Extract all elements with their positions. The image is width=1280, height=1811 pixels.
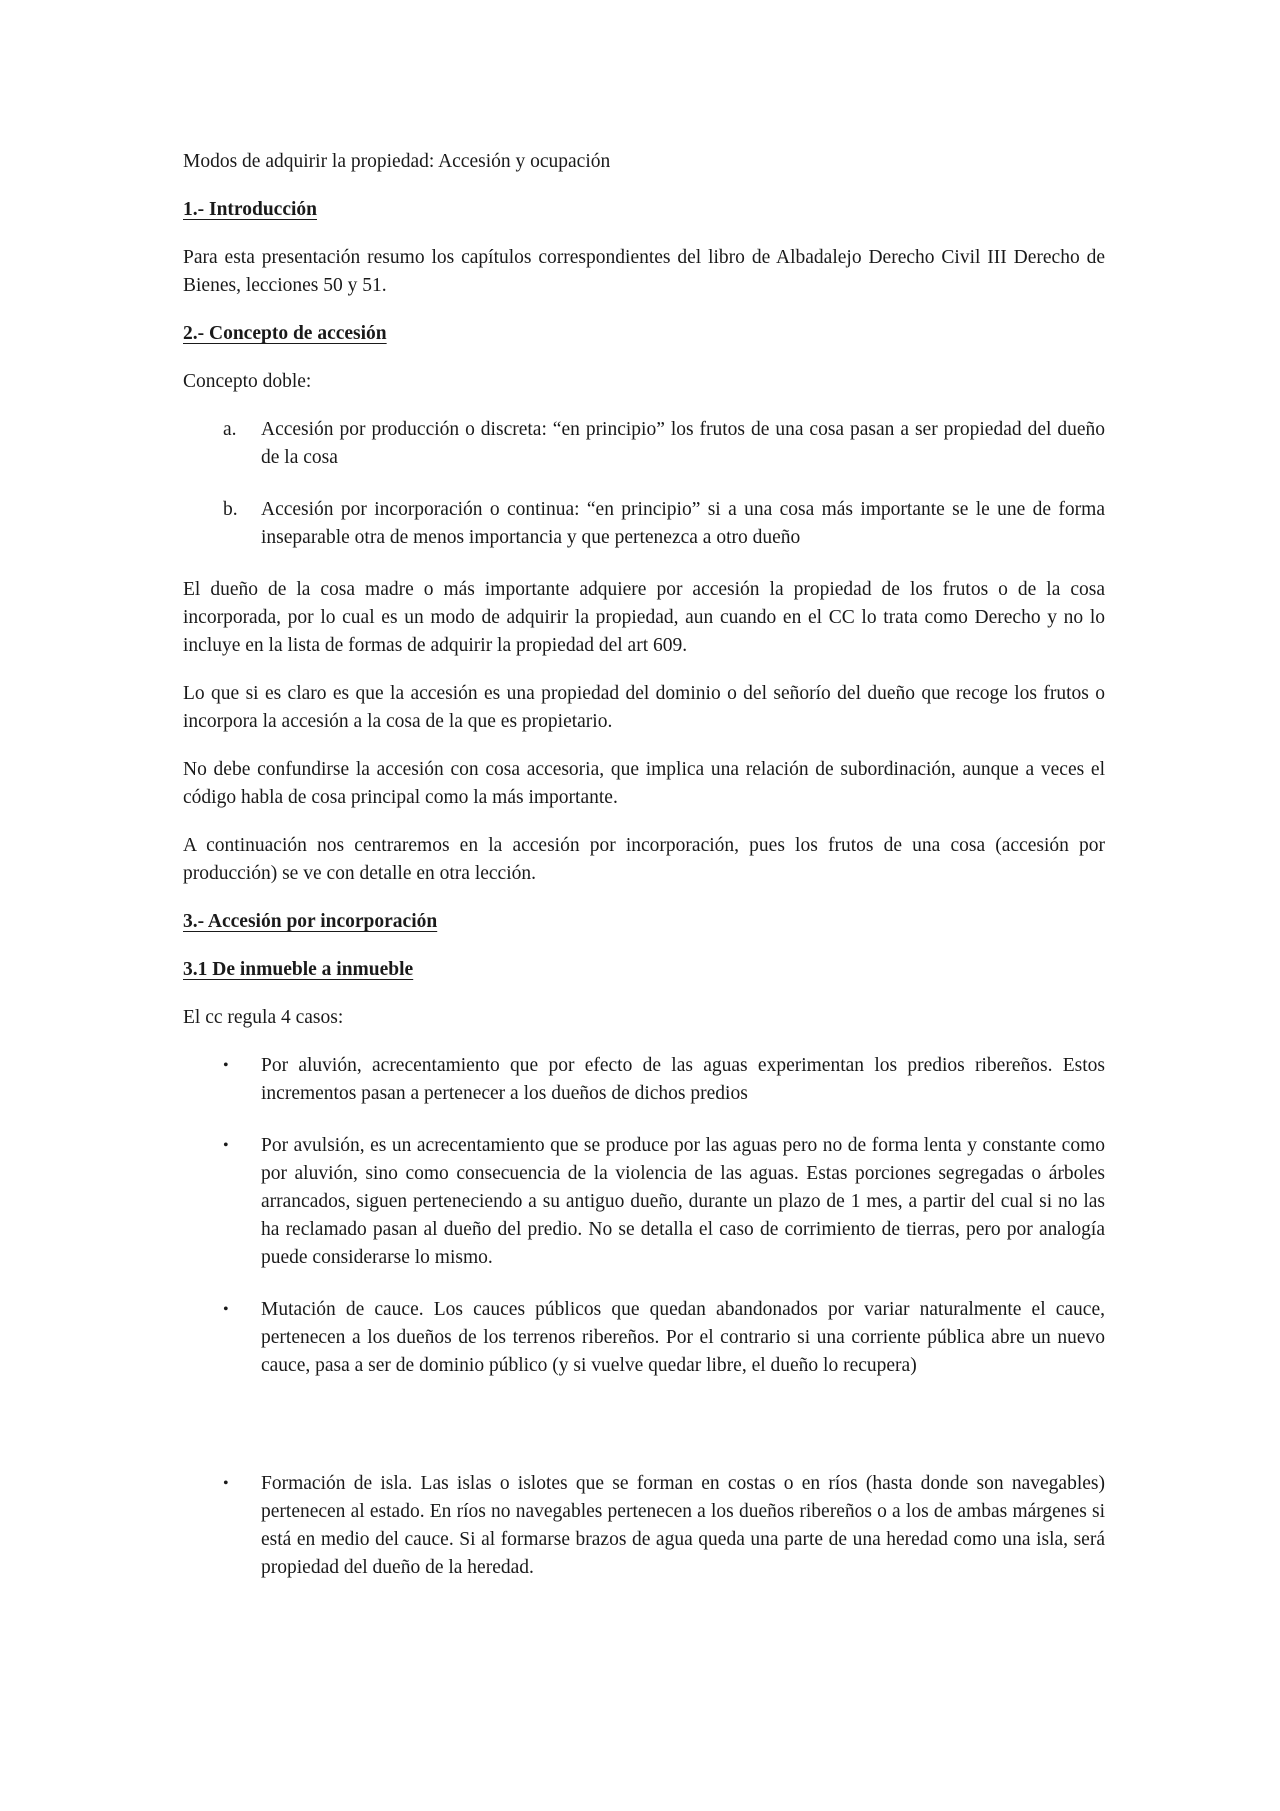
document-page xyxy=(183,148,1105,1606)
bullet-text-mutacion-cauce: Mutación de cauce. Los cauces públicos que quedan abandonados por variar naturalmente el cauce, pertenecen a los dueños de los terrenos ribereños. Por el contrario si una corriente pública abre un nuevo cauce, pasa a ser de dominio público (y si vuelve quedar libre, el dueño lo recupera) xyxy=(261,1299,1105,1376)
section-3-1-intro: El cc regula 4 casos: xyxy=(183,1007,344,1028)
bullet-text-aluvion: Por aluvión, acrecentamiento que por efecto de las aguas experimentan los predios ribereños. Estos incrementos pasan a pertenecer a los dueños de dichos predios xyxy=(261,1055,1105,1104)
bullet-icon: • xyxy=(223,1137,229,1154)
section-3-heading: 3.- Accesión por incorporación xyxy=(183,911,438,932)
section-1-paragraph: Para esta presentación resumo los capítulos correspondientes del libro de Albadalejo Derecho Civil III Derecho de Bienes, lecciones 50 y 51. xyxy=(183,247,1105,296)
section-2-paragraph-2: Lo que si es claro es que la accesión es una propiedad del dominio o del señorío del dueño que recoge los frutos o incorpora la accesión a la cosa de la que es propietario. xyxy=(183,683,1105,732)
list-item-a xyxy=(183,416,1105,472)
list-text-a: Accesión por producción o discreta: “en principio” los frutos de una cosa pasan a ser propiedad del dueño de la cosa xyxy=(261,419,1105,468)
bullet-icon: • xyxy=(223,1475,229,1492)
bullet-text-avulsion: Por avulsión, es un acrecentamiento que se produce por las aguas pero no de forma lenta y constante como por aluvión, sino como consecuencia de la violencia de las aguas. Estas porciones segregadas o árboles arrancados, siguen perteneciendo a su antiguo dueño, durante un plazo de 1 mes, a partir del cual si no las ha reclamado pasan al dueño del predio. No se detalla el caso de corrimiento de tierras, pero por analogía puede considerarse lo mismo. xyxy=(261,1135,1105,1268)
list-text-b: Accesión por incorporación o continua: “en principio” si a una cosa más importante se le une de forma inseparable otra de menos importancia y que pertenezca a otro dueño xyxy=(261,499,1105,548)
section-3-1-heading: 3.1 De inmueble a inmueble xyxy=(183,959,414,980)
section-1-heading: 1.- Introducción xyxy=(183,199,317,220)
list-marker-a: a. xyxy=(223,419,237,440)
bullet-icon: • xyxy=(223,1057,229,1074)
bullet-item-avulsion xyxy=(183,1132,1105,1272)
section-2-paragraph-4: A continuación nos centraremos en la accesión por incorporación, pues los frutos de una cosa (accesión por producción) se ve con detalle en otra lección. xyxy=(183,835,1105,884)
section-2-intro: Concepto doble: xyxy=(183,371,312,392)
section-2-paragraph-3: No debe confundirse la accesión con cosa accesoria, que implica una relación de subordinación, aunque a veces el código habla de cosa principal como la más importante. xyxy=(183,759,1105,808)
bullet-item-formacion-isla xyxy=(183,1470,1105,1582)
list-marker-b: b. xyxy=(223,499,238,520)
bullet-item-mutacion-cauce xyxy=(183,1296,1105,1380)
section-2-paragraph-1: El dueño de la cosa madre o más importante adquiere por accesión la propiedad de los frutos o de la cosa incorporada, por lo cual es un modo de adquirir la propiedad, aun cuando en el CC lo trata como Derecho y no lo incluye en la lista de formas de adquirir la propiedad del art 609. xyxy=(183,579,1105,656)
bullet-icon: • xyxy=(223,1301,229,1318)
blank-space xyxy=(183,1404,1105,1470)
list-item-b xyxy=(183,496,1105,552)
document-title: Modos de adquirir la propiedad: Accesión y ocupación xyxy=(183,151,611,172)
section-2-heading: 2.- Concepto de accesión xyxy=(183,323,387,344)
bullet-item-aluvion xyxy=(183,1052,1105,1108)
bullet-text-formacion-isla: Formación de isla. Las islas o islotes que se forman en costas o en ríos (hasta donde son navegables) pertenecen al estado. En ríos no navegables pertenecen a los dueños ribereños o a los de ambas márgenes si está en medio del cauce. Si al formarse brazos de agua queda una parte de una heredad como una isla, será propiedad del dueño de la heredad. xyxy=(261,1473,1105,1578)
